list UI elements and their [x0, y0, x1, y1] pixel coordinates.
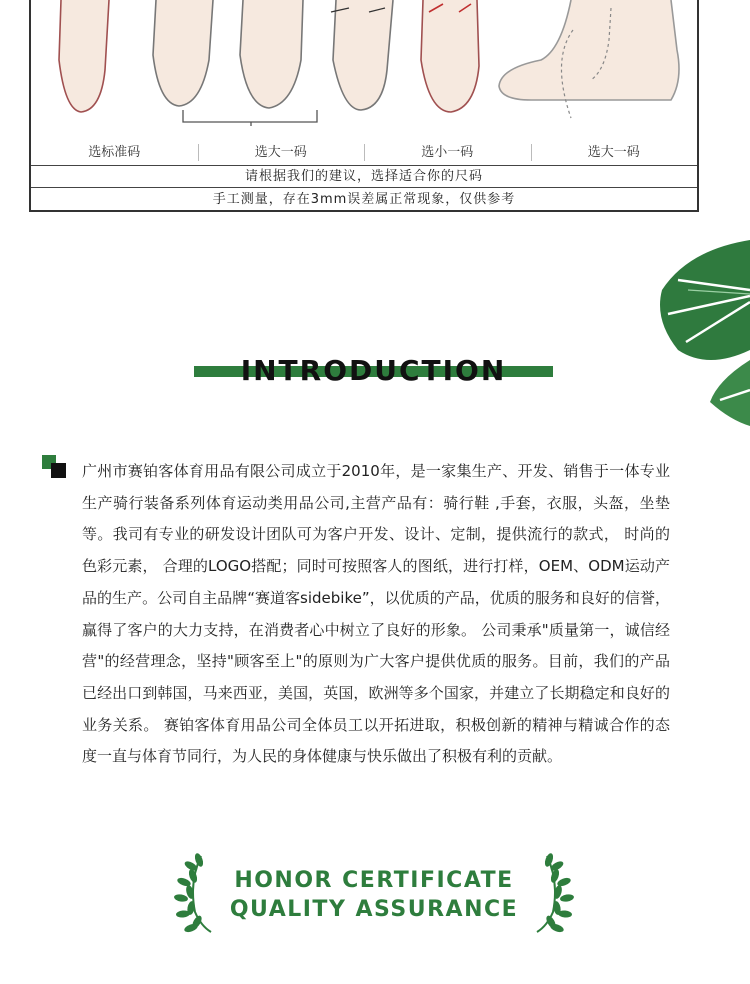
measurement-note-text: 手工测量，存在3mm误差属正常现象，仅供参考 — [31, 187, 697, 211]
size-label-standard: 选标准码 — [88, 145, 141, 160]
size-label-larger-2: 选大一码 — [531, 140, 698, 165]
honor-heading — [222, 866, 526, 924]
monstera-leaf-decoration — [648, 230, 750, 440]
size-advice-text: 请根据我们的建议，选择适合你的尺码 — [31, 165, 697, 188]
quality-assurance-title: QUALITY ASSURANCE — [229, 897, 519, 922]
laurel-right-icon — [533, 852, 577, 934]
black-square-marker — [51, 463, 66, 478]
size-chart — [29, 0, 699, 212]
foot-wide-illustration-1 — [153, 0, 213, 106]
honor-certificate-title: HONOR CERTIFICATE — [234, 868, 514, 893]
foot-wide-illustration-2 — [240, 0, 303, 108]
foot-illustrations — [31, 0, 697, 140]
size-label-row — [31, 140, 697, 165]
size-label-smaller: 选小一码 — [364, 140, 531, 165]
wide-feet-bracket — [183, 110, 317, 126]
laurel-left-icon — [171, 852, 215, 934]
foot-standard-illustration — [59, 0, 109, 112]
foot-high-instep-illustration — [421, 0, 479, 112]
foot-side-view-illustration — [499, 0, 679, 100]
foot-narrow-illustration — [333, 0, 393, 110]
size-label-larger-1: 选大一码 — [198, 140, 365, 165]
company-introduction-paragraph: 广州市赛铂客体育用品有限公司成立于2010年，是一家集生产、开发、销售于一体专业生产骑行装备系列体育运动类用品公司,主营产品有：骑行鞋 ,手套，衣服，头盔，坐垫等。我司有专业的研发设计团队可为客户开发、设计、定制，提供流行的款式， 时尚的色彩元素， 合理的LOGO搭配；同时可按照客人的图纸，进行打样，OEM、ODM运动产品的生产。公司自主品牌“赛道客sidebike”，以优质的产品，优质的服务和良好的信誉，赢得了客户的大力支持，在消费者心中树立了良好的形象。 公司秉承"质量第一，诚信经营"的经营理念，坚持"顾客至上"的原则为广大客户提供优质的服务。目前，我们的产品已经出口到韩国，马来西亚，美国，英国，欧洲等多个国家，并建立了长期稳定和良好的业务关系。 赛铂客体育用品公司全体员工以开拓进取，积极创新的精神与精诚合作的态度一直与体育节同行，为人民的身体健康与快乐做出了积极有利的贡献。 — [82, 462, 670, 766]
introduction-title: INTRODUCTION — [240, 354, 507, 387]
